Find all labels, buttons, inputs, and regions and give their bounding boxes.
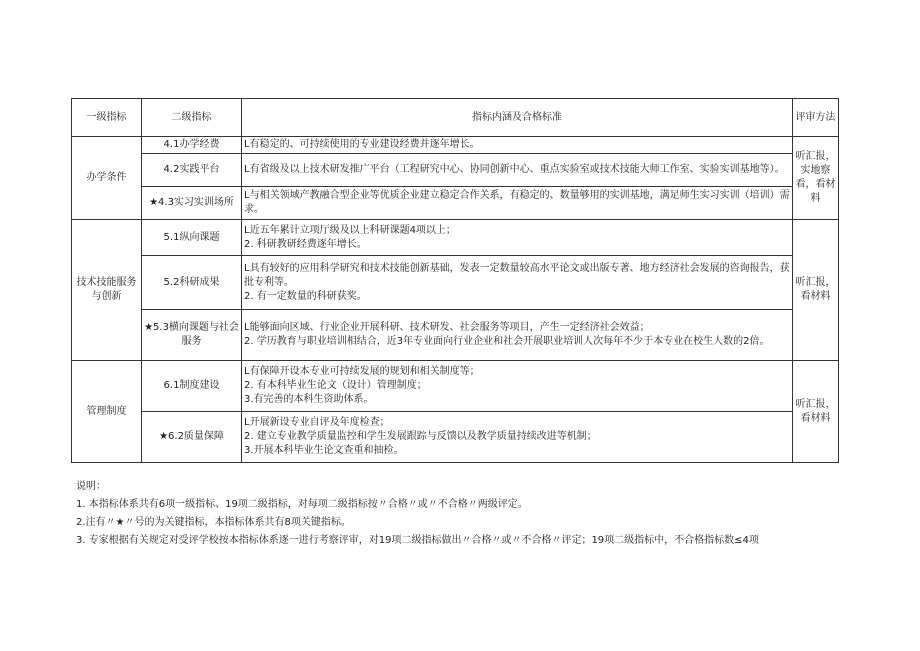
method-cell: 听汇报，看材料 — [793, 220, 839, 361]
note-item: 3. 专家根据有关规定对受评学校按本指标体系逐一进行考察评审，对19项二级指标做出〃合格〃或〃不合格〃评定；19项二级指标中，不合格指标数≤4项 — [76, 535, 759, 546]
level1-cell: 办学条件 — [72, 137, 142, 220]
content-cell — [242, 361, 793, 412]
table-row — [72, 220, 839, 256]
content-cell — [242, 310, 793, 361]
content-line: 3.有完善的本科生资助体系。 — [244, 394, 374, 405]
content-line: L开展新设专业自评及年度检查； — [244, 417, 390, 428]
notes-section — [76, 478, 866, 550]
content-line: 2. 有一定数量的科研获奖。 — [244, 290, 367, 302]
content-line: L与相关领域产教融合型企业等优质企业建立稳定合作关系，有稳定的、数量够用的实训基地，满足师生实习实训（培训）需求。 — [244, 190, 790, 215]
evaluation-table — [71, 98, 839, 463]
level2-cell: ★4.3实习实训场所 — [142, 187, 242, 220]
content-cell — [242, 137, 793, 154]
table-row — [72, 137, 839, 154]
content-line: L具有较好的应用科学研究和技术技能创新基础，发表一定数量较高水平论文或出版专著、地方经济社会发展的咨询报告，获批专利等。 — [244, 262, 790, 288]
method-cell: 听汇报，看材料 — [793, 361, 839, 463]
content-line: L有省级及以上技术研发推广平台（工程研究中心、协同创新中心、重点实验室或技术技能大师工作室、实验实训基地等）。 — [244, 164, 785, 175]
header-row — [72, 99, 839, 137]
content-line: 2. 科研教研经费逐年增长。 — [244, 238, 367, 250]
content-cell — [242, 412, 793, 463]
note-item: 2.注有〃★〃号的为关键指标，本指标体系共有8项关键指标。 — [76, 517, 351, 528]
content-line: 3.开展本科毕业生论文查重和抽检。 — [244, 445, 404, 456]
level2-cell: 4.2实践平台 — [142, 154, 242, 187]
content-line: 2. 有本科毕业生论文（设计）管理制度； — [244, 380, 427, 391]
level2-cell: ★5.3横向课题与社会服务 — [142, 310, 242, 361]
table-row — [72, 154, 839, 187]
content-cell — [242, 187, 793, 220]
header-level2: 二级指标 — [142, 99, 242, 137]
content-cell — [242, 256, 793, 310]
content-line: 2. 建立专业教学质量监控和学生发展跟踪与反馈以及教学质量持续改进等机制； — [244, 431, 597, 442]
header-content: 指标内涵及合格标准 — [242, 99, 793, 137]
note-item: 1. 本指标体系共有6项一级指标、19项二级指标，对每项二级指标按〃合格〃或〃不合格〃两级评定。 — [76, 499, 528, 510]
table-row — [72, 187, 839, 220]
table-row — [72, 256, 839, 310]
content-cell — [242, 154, 793, 187]
content-cell — [242, 220, 793, 256]
content-line: L有稳定的、可持续使用的专业建设经费并逐年增长。 — [244, 139, 480, 150]
table-row — [72, 310, 839, 361]
content-line: L有保障开设本专业可持续发展的规划和相关制度等； — [244, 366, 480, 377]
level2-cell: ★6.2质量保障 — [142, 412, 242, 463]
level2-cell: 6.1制度建设 — [142, 361, 242, 412]
content-line: L能够面向区域、行业企业开展科研、技术研发、社会服务等项目，产生一定经济社会效益； — [244, 322, 650, 333]
table-row — [72, 412, 839, 463]
content-line: L近五年累计立项厅级及以上科研课题4项以上； — [244, 224, 456, 236]
level2-cell: 5.1纵向课题 — [142, 220, 242, 256]
header-level1: 一级指标 — [72, 99, 142, 137]
method-cell: 听汇报，实地察看，看材料 — [793, 137, 839, 220]
table-row — [72, 361, 839, 412]
header-method: 评审方法 — [793, 99, 839, 137]
notes-title: 说明： — [76, 481, 106, 492]
level1-cell: 管理制度 — [72, 361, 142, 463]
level1-cell: 技术技能服务与创新 — [72, 220, 142, 361]
level2-cell: 4.1办学经费 — [142, 137, 242, 154]
content-line: 2. 学历教育与职业培训相结合，近3年专业面向行业企业和社会开展职业培训人次每年不少于本专业在校生人数的2倍。 — [244, 336, 770, 347]
level2-cell: 5.2科研成果 — [142, 256, 242, 310]
